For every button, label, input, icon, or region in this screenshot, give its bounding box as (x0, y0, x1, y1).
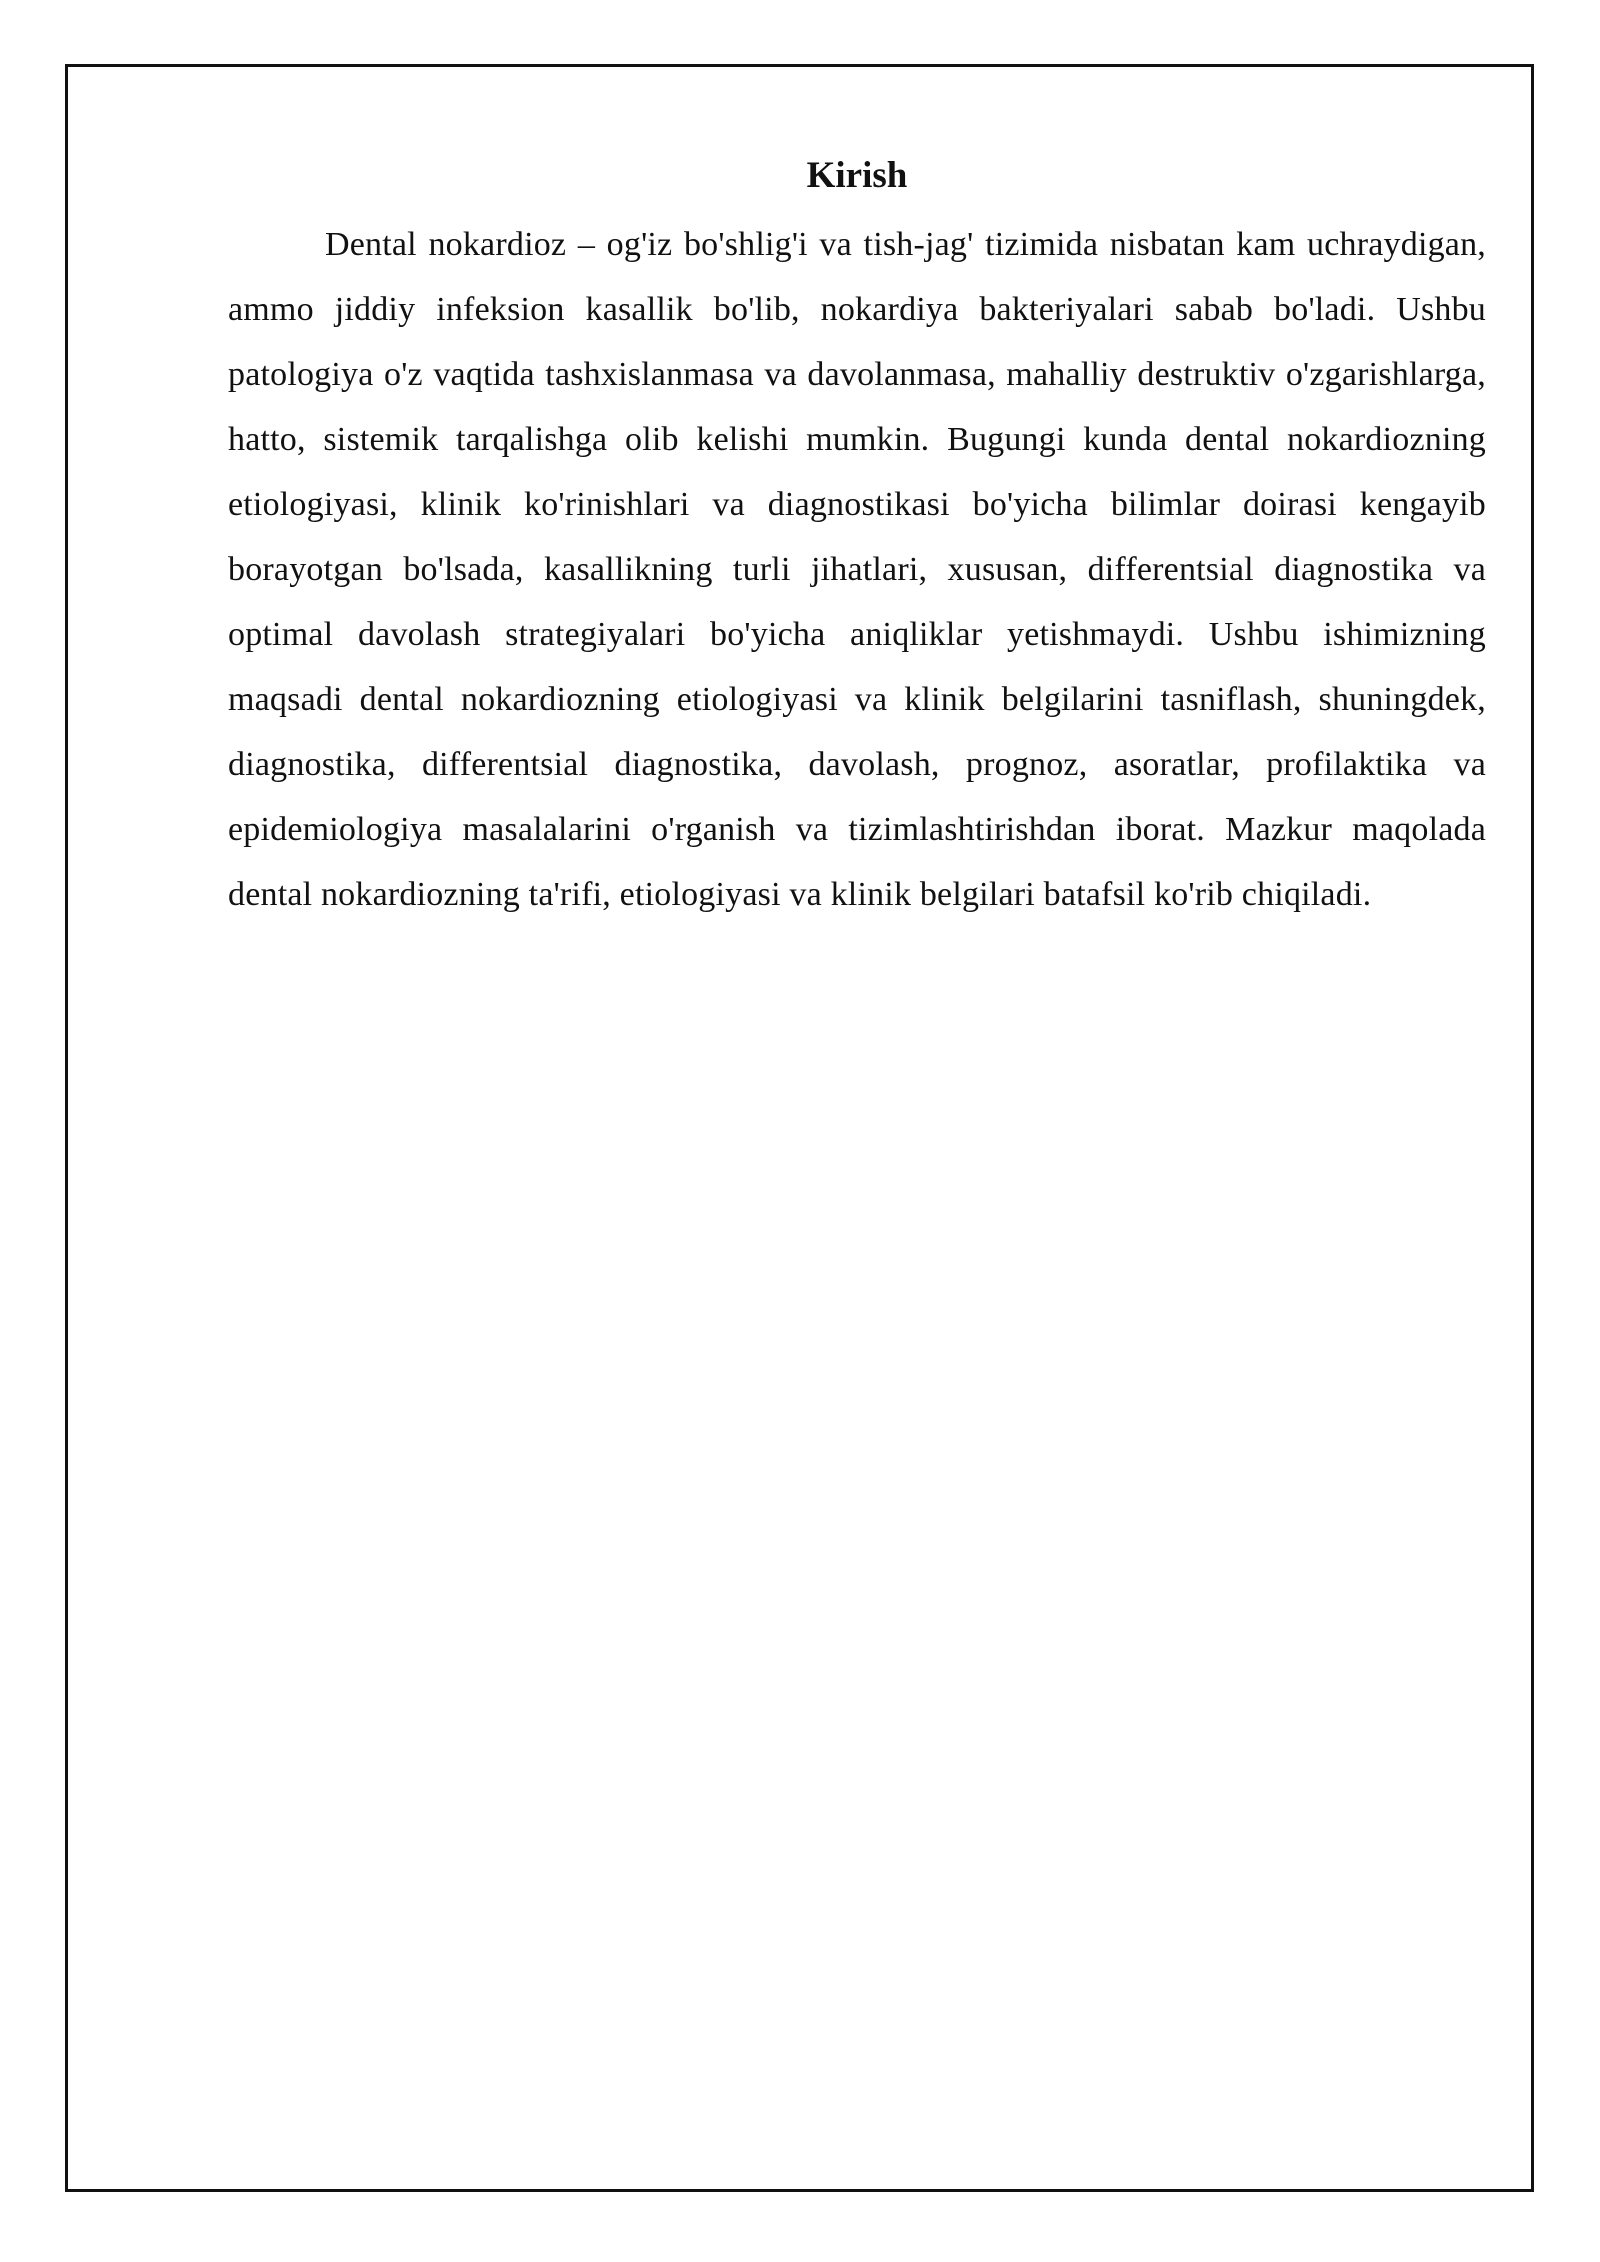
page-title: Kirish (806, 155, 908, 196)
document-body (228, 150, 1486, 927)
intro-paragraph: Dental nokardioz – og'iz bo'shlig'i va tish-jag' tizimida nisbatan kam uchraydigan, ammo jiddiy infeksion kasallik bo'lib, nokardiya bakteriyalari sabab bo'ladi. Ushbu patologiya o'z vaqtida tashxislanmasa va davolanmasa, mahalliy destruktiv o'zgarishlarga, hatto, sistemik tarqalishga olib kelishi mumkin. Bugungi kunda dental nokardiozning etiologiyasi, klinik ko'rinishlari va diagnostikasi bo'yicha bilimlar doirasi kengayib borayotgan bo'lsada, kasallikning turli jihatlari, xususan, differentsial diagnostika va optimal davolash strategiyalari bo'yicha aniqliklar yetishmaydi. Ushbu ishimizning maqsadi dental nokardiozning etiologiyasi va klinik belgilarini tasniflash, shuningdek, diagnostika, differentsial diagnostika, davolash, prognoz, asoratlar, profilaktika va epidemiologiya masalalarini o'rganish va tizimlashtirishdan iborat. Mazkur maqolada dental nokardiozning ta'rifi, etiologiyasi va klinik belgilari batafsil ko'rib chiqiladi. (228, 226, 1486, 913)
